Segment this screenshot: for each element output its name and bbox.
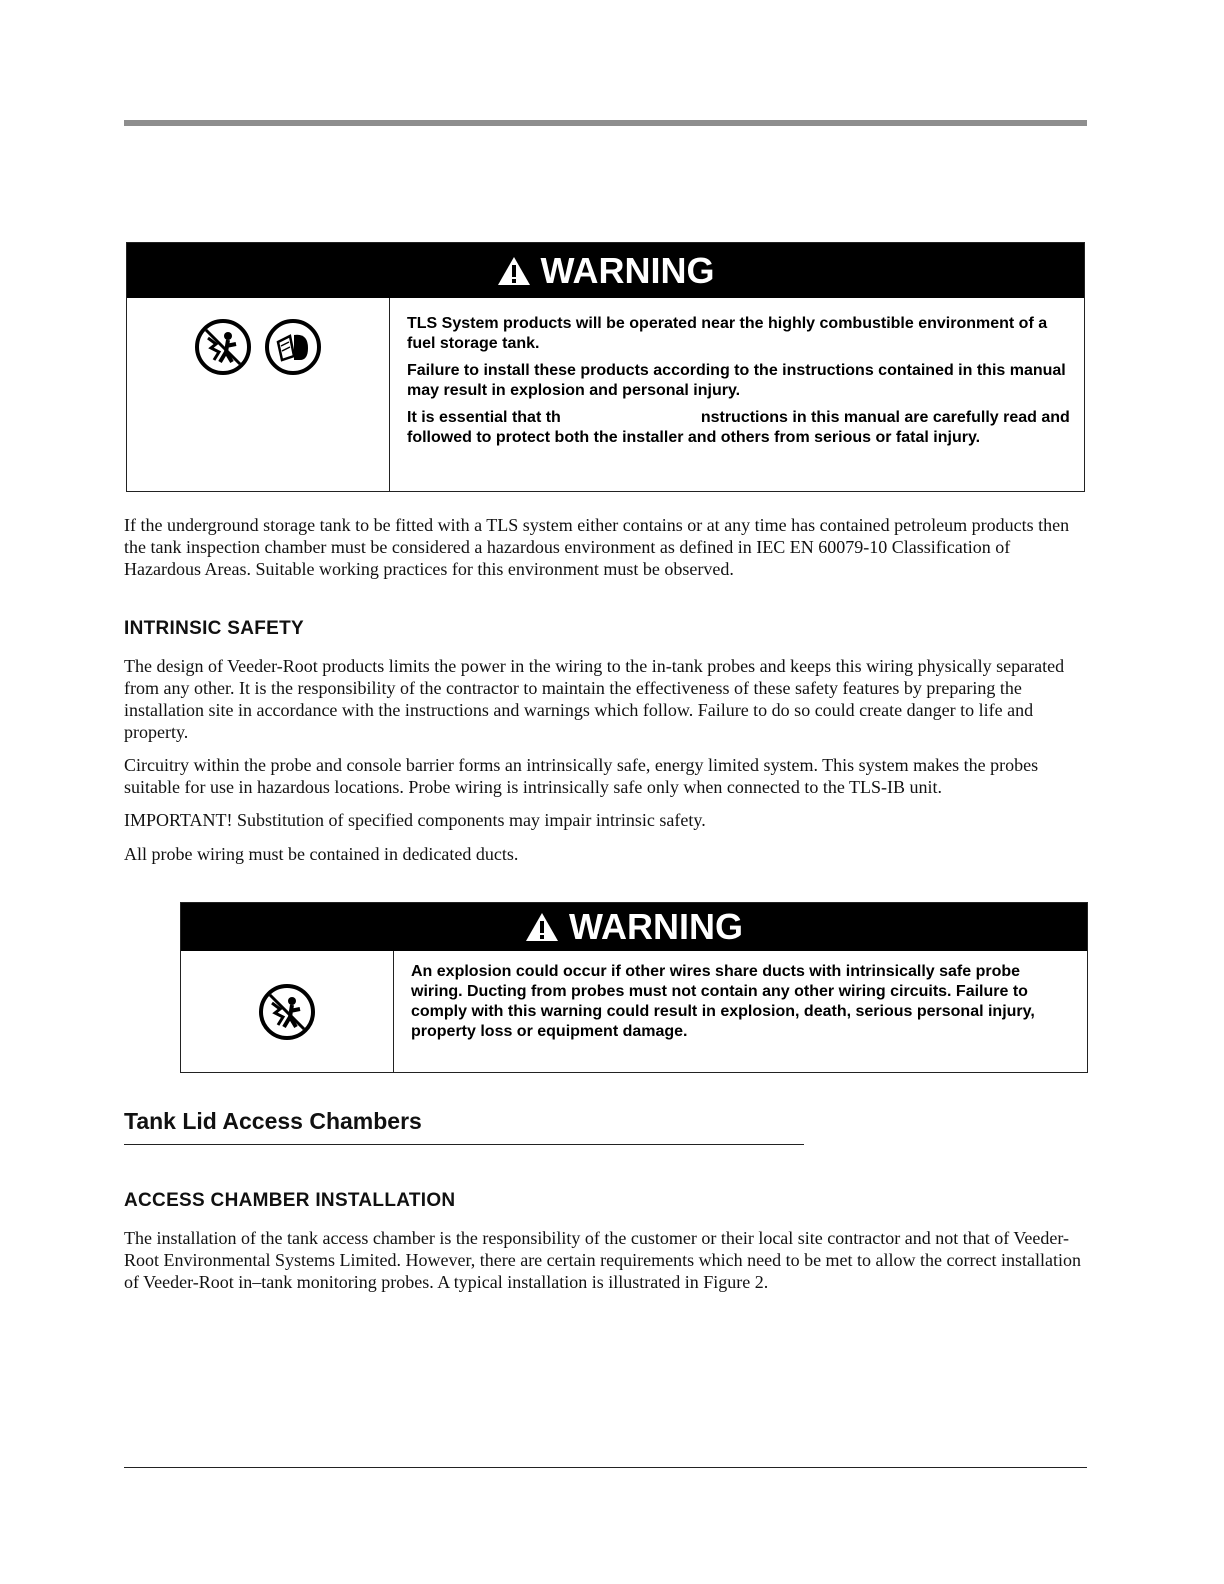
warning-title: WARNING [569, 906, 743, 947]
warning-box-2 [180, 902, 1088, 1073]
warning-icons [181, 951, 394, 1072]
warning-paragraph: Failure to install these products according to the instructions contained in this manual may result in explosion and personal injury. [407, 362, 1066, 399]
warning-header [127, 243, 1084, 298]
explosion-icon [194, 318, 252, 376]
warning-title: WARNING [540, 249, 715, 291]
body-paragraph: IMPORTANT! Substitution of specified components may impair intrinsic safety. [124, 810, 706, 830]
body-paragraph: All probe wiring must be contained in dedicated ducts. [124, 844, 519, 864]
intrinsic-safety-heading: INTRINSIC SAFETY [124, 618, 305, 639]
warning-paragraph-part: nstructions in this manual are carefully read and followed to protect both the installer and others from serious or fatal injury. [407, 409, 1070, 446]
bottom-rule [124, 1467, 1087, 1468]
warning-paragraph [407, 408, 1070, 447]
warning-icons [127, 298, 390, 491]
body-paragraph: Circuitry within the probe and console barrier forms an intrinsically safe, energy limited system. This system makes the probes suitable for use in hazardous locations. Probe wiring is intrinsically safe only when connected to the TLS-IB unit. [124, 755, 1039, 797]
explosion-icon [258, 983, 316, 1041]
warning-paragraph: An explosion could occur if other wires share ducts with intrinsically safe probe wiring. Ducting from probes must not contain any other wiring circuits. Failure to comply with this warning could result in explosion, death, serious personal injury, property loss or equipment damage. [411, 963, 1035, 1040]
warning-text [394, 951, 1087, 1072]
warning-box-1 [126, 242, 1085, 492]
intro-paragraph: If the underground storage tank to be fitted with a TLS system either contains or at any time has contained petroleum products then the tank inspection chamber must be considered a hazardous environment as defined in IEC EN 60079-10 Classification of Hazardous Areas. Suitable working practices for this environment must be observed. [124, 515, 1070, 579]
body-paragraph: The installation of the tank access chamber is the responsibility of the customer or their local site contractor and not that of Veeder-Root Environmental Systems Limited. However, there are certain requirements which need to be met to allow the correct installation of Veeder-Root in–tank monitoring probes. A typical installation is illustrated in Figure 2. [124, 1228, 1081, 1292]
warning-text [390, 298, 1084, 491]
warning-triangle-icon [497, 256, 531, 286]
body-paragraph: The design of Veeder-Root products limits the power in the wiring to the in-tank probes and keeps this wiring physically separated from any other. It is the responsibility of the contractor to maintain the effectiveness of these safety features by preparing the installation site in accordance with the instructions and warnings which follow. Failure to do so could create danger to life and property. [124, 656, 1065, 742]
section-rule [124, 1144, 804, 1145]
section-heading: Tank Lid Access Chambers [124, 1108, 422, 1134]
subsection-heading: ACCESS CHAMBER INSTALLATION [124, 1190, 456, 1211]
warning-header [181, 903, 1087, 951]
warning-paragraph: TLS System products will be operated near the highly combustible environment of a fuel storage tank. [407, 315, 1048, 352]
top-rule [124, 120, 1087, 126]
warning-triangle-icon [525, 912, 559, 942]
face-shield-icon [264, 318, 322, 376]
warning-paragraph-part: It is essential that th [407, 409, 561, 426]
